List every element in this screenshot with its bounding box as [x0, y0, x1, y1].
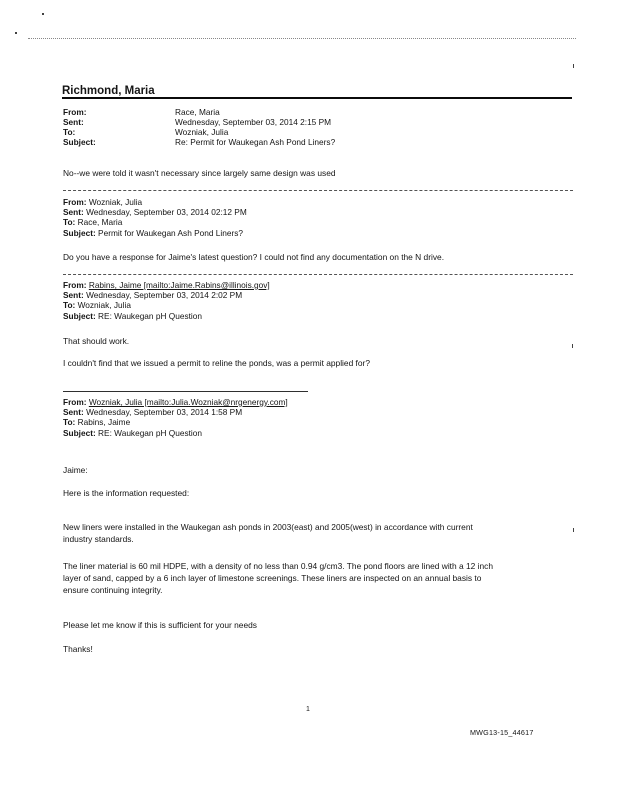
msg2-body-line1: That should work. [63, 336, 130, 346]
msg1-subject-label: Subject: [63, 227, 96, 238]
email-header [63, 107, 563, 149]
msg3-thanks: Thanks! [63, 644, 93, 654]
message-divider [63, 391, 308, 392]
msg1-from-label: From: [63, 197, 87, 207]
subject-value: Re: Permit for Waukegan Ash Pond Liners? [175, 137, 336, 147]
msg2-body-line2: I couldn't find that we issued a permit to reline the ponds, was a permit applied for? [63, 358, 370, 368]
msg2-subject-value: RE: Waukegan pH Question [98, 310, 202, 321]
msg1-from-value: Wozniak, Julia [88, 197, 143, 207]
msg3-from-label: From: [63, 397, 87, 407]
message-header-3 [63, 397, 288, 438]
message-divider [63, 274, 573, 275]
msg2-sent-value: Wednesday, September 03, 2014 2:02 PM [86, 290, 243, 301]
sent-value: Wednesday, September 03, 2014 2:15 PM [175, 117, 332, 127]
scan-speck [573, 528, 574, 532]
from-value: Race, Maria [175, 107, 220, 117]
msg3-greeting: Jaime: [63, 465, 88, 475]
page-number: 1 [306, 706, 310, 713]
msg2-to-value: Wozniak, Julia [77, 300, 131, 311]
sender-divider [62, 97, 572, 99]
reply-text: No--we were told it wasn't necessary since largely same design was used [63, 168, 336, 178]
scan-speck [15, 32, 17, 34]
sent-label: Sent: [63, 117, 84, 127]
bates-number: MWG13-15_44617 [470, 728, 534, 737]
msg1-sent-value: Wednesday, September 03, 2014 02:12 PM [86, 207, 247, 218]
message-header-2 [63, 280, 270, 321]
to-label: To: [63, 127, 76, 137]
scan-speck [572, 344, 573, 348]
from-label: From: [63, 107, 87, 117]
scan-speck [42, 13, 44, 15]
msg1-sent-label: Sent: [63, 207, 84, 218]
msg2-from-label: From: [63, 280, 87, 290]
msg3-subject-label: Subject: [63, 427, 96, 438]
msg2-from-value: Rabins, Jaime [mailto:Jaime.Rabins@illinois.gov] [88, 280, 270, 290]
msg2-to-label: To: [63, 300, 76, 311]
msg1-to-label: To: [63, 217, 76, 228]
msg2-subject-label: Subject: [63, 310, 96, 321]
msg3-paragraph2-line2: layer of sand, capped by a 6 inch layer of limestone screenings. These liners are inspected on an annual basis to [63, 573, 482, 583]
msg3-from-value: Wozniak, Julia [mailto:Julia.Wozniak@nrgenergy.com] [88, 397, 288, 407]
subject-label: Subject: [63, 137, 96, 147]
to-value: Wozniak, Julia [175, 127, 229, 137]
msg3-sent-label: Sent: [63, 407, 84, 418]
msg3-closing: Please let me know if this is sufficient for your needs [63, 620, 257, 630]
msg1-subject-value: Permit for Waukegan Ash Pond Liners? [98, 227, 244, 238]
msg2-sent-label: Sent: [63, 290, 84, 301]
msg3-intro: Here is the information requested: [63, 488, 190, 498]
msg3-paragraph1-line2: industry standards. [63, 534, 134, 544]
message-divider [63, 190, 573, 191]
msg3-paragraph1-line1: New liners were installed in the Waukegan ash ponds in 2003(east) and 2005(west) in accordance with current [63, 522, 473, 532]
msg3-to-value: Rabins, Jaime [77, 417, 131, 428]
msg1-body: Do you have a response for Jaime's latest question? I could not find any documentation on the N drive. [63, 252, 445, 262]
msg3-paragraph2-line3: ensure continuing integrity. [63, 585, 163, 595]
msg1-to-value: Race, Maria [77, 217, 123, 228]
message-header-1 [63, 197, 247, 238]
msg3-subject-value: RE: Waukegan pH Question [98, 427, 202, 438]
sender-name: Richmond, Maria [62, 85, 155, 97]
msg3-sent-value: Wednesday, September 03, 2014 1:58 PM [86, 407, 243, 418]
msg3-paragraph2-line1: The liner material is 60 mil HDPE, with a density of no less than 0.94 g/cm3. The pond floors are lined with a 12 inch [63, 561, 493, 571]
scan-speck [573, 64, 574, 68]
msg3-to-label: To: [63, 417, 76, 428]
scan-noise-top [28, 38, 576, 39]
